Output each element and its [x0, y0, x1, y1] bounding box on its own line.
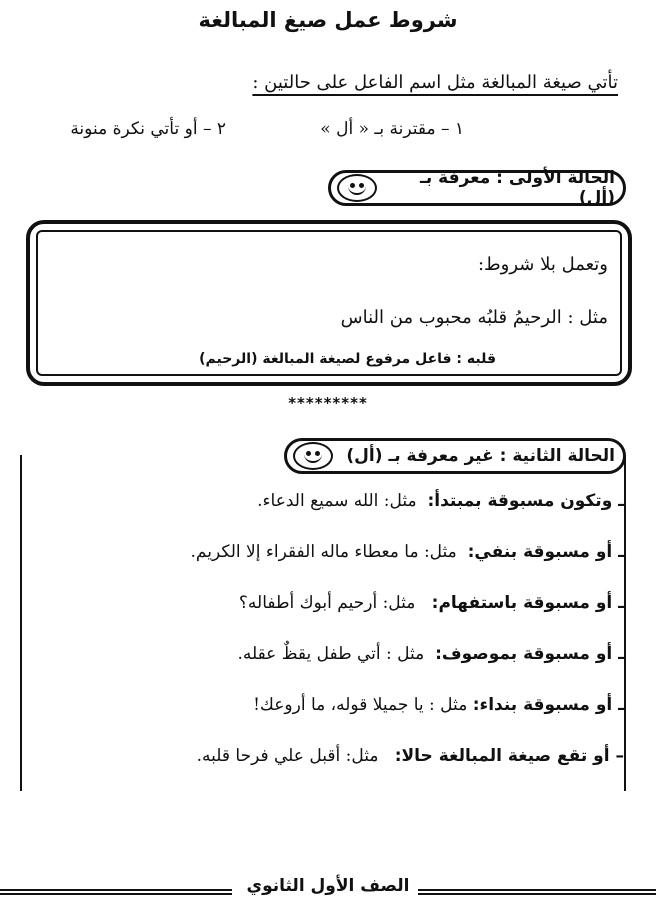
footer-label: الصف الأول الثانوي	[246, 876, 410, 896]
list-item: – أو تقع صيغة المبالغة حالا: مثل: أقبل علي فرحا قلبه.	[196, 746, 624, 766]
case-second: ٢ – أو تأتي نكرة منونة	[70, 119, 226, 139]
section2-header-label: الحالة الثانية : غير معرفة بـ (أل)	[346, 446, 615, 466]
smiley-icon	[337, 174, 377, 202]
section1-parsing: قلبه : فاعل مرفوع لصيغة المبالغة (الرحيم)	[199, 351, 496, 367]
section1-line1: وتعمل بلا شروط:	[477, 254, 608, 275]
list-item: ـ أو مسبوقة بنفي: مثل: ما معطاء ماله الفقراء إلا الكريم.	[190, 542, 624, 562]
list-item: ـ أو مسبوقة بموصوف: مثل : أتي طفل يقظٌ عقله.	[237, 644, 624, 664]
section1-example: مثل : الرحيمُ قلبُه محبوب من الناس	[340, 307, 608, 328]
section1-header	[328, 170, 626, 206]
case-first: ١ – مقترنة بـ « أل »	[320, 119, 464, 139]
page-title: شروط عمل صيغ المبالغة	[198, 8, 458, 32]
section2-list	[20, 455, 626, 791]
separator-stars: *********	[288, 394, 368, 412]
intro-text: تأتي صيغة المبالغة مثل اسم الفاعل على حالتين :	[252, 72, 618, 93]
list-item: ـ وتكون مسبوقة بمبتدأ: مثل: الله سميع الدعاء.	[257, 491, 624, 511]
list-item: ـ أو مسبوقة بنداء: مثل : يا جميلا قوله، ما أروعك!	[253, 695, 624, 715]
section1-header-label: الحالة الأولى : معرفة بـ (أل)	[420, 168, 615, 208]
list-item: ـ أو مسبوقة باستفهام: مثل: أرحيم أبوك أطفاله؟	[238, 593, 624, 613]
